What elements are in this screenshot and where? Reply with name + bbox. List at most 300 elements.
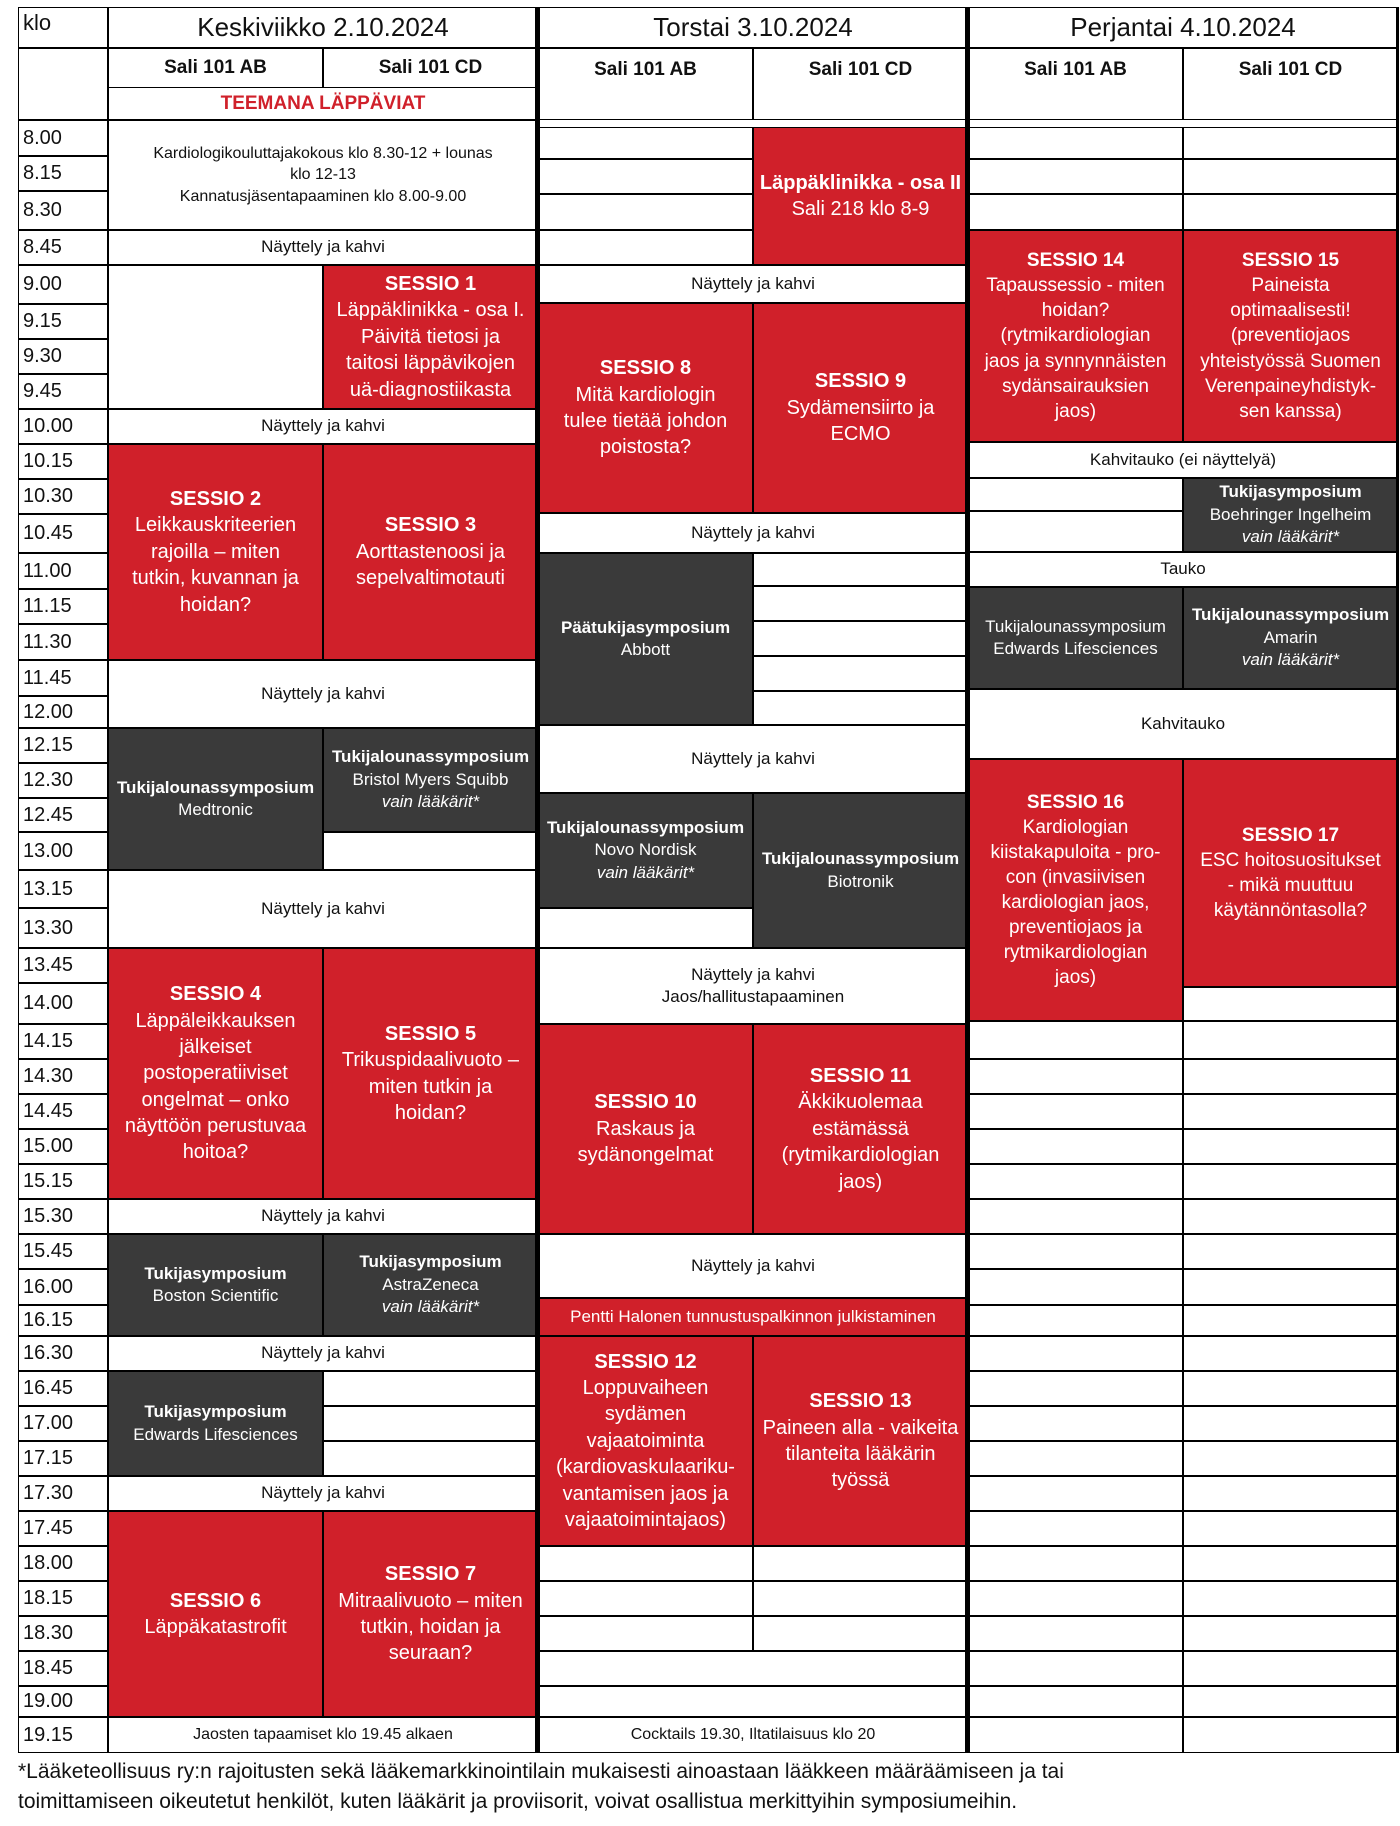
time-slot: 9.00 [18,265,108,304]
fri-empty-1 [968,478,1183,511]
symposium-title: Tukijalounassymposium [1191,605,1390,625]
wed-break-1 [108,230,538,265]
session-text: tilanteita lääkärin [785,1443,936,1465]
time-slot: 17.30 [18,1476,108,1511]
room-thu-ab [538,48,753,120]
header-spacer [18,48,108,120]
symposium-title: Tukijalounassymposium [331,747,530,767]
empty-slot [968,1059,1183,1094]
time-slot: 10.15 [18,444,108,479]
time-slot: 17.00 [18,1406,108,1441]
wed-symposium-boston[interactable] [108,1234,323,1336]
session-text: jaos) [1054,967,1097,989]
session-text: rajoilla – miten [151,540,280,563]
session-title: SESSIO 14 [1026,250,1125,272]
thu-session-10[interactable] [538,1024,753,1234]
divider-thu-fri [965,7,970,1753]
wed-session-6[interactable] [108,1511,323,1717]
session-title: SESSIO 5 [384,1022,477,1045]
fri-empty-3 [1183,987,1398,1021]
empty-slot [1183,1651,1398,1686]
session-text: uä-diagnostiikasta [349,378,512,401]
day-header-wednesday [108,7,538,48]
break-label: Näyttely ja kahvi [261,898,385,918]
thu-symposium-abbott[interactable] [538,553,753,725]
symposium-note: vain lääkärit* [1241,650,1340,670]
session-text: sepelvaltimotauti [356,567,505,590]
break-label: Tauko [1160,559,1206,579]
room-fri-ab [968,48,1183,120]
break-label: Näyttely ja kahvi [261,1483,385,1503]
room-wed-ab [108,48,323,88]
empty-slot [538,1686,968,1717]
session-text: miten tutkin ja [368,1075,493,1098]
day-header-thursday [538,7,968,48]
session-text: hoidan? [179,593,252,616]
session-text: vajaatoimintajaos) [564,1508,727,1531]
time-slot: 11.00 [18,553,108,589]
thu-session-11[interactable] [753,1024,968,1234]
break-label: Näyttely ja kahvi [691,522,815,542]
symposium-title: Tukijalounassymposium [116,777,315,797]
empty-slot [538,1546,753,1581]
empty-slot [1183,127,1398,159]
empty-slot [968,159,1183,194]
fri-session-16[interactable] [968,759,1183,1021]
time-slot: 14.15 [18,1024,108,1059]
break-label: Näyttely ja kahvi [261,683,385,703]
empty-slot [968,1129,1183,1164]
empty-slot [968,1476,1183,1511]
session-text: ECMO [830,423,891,446]
session-title: SESSIO 17 [1241,824,1340,846]
thu-empty-4 [538,230,753,265]
time-slot: 15.15 [18,1164,108,1199]
wed-session-4[interactable] [108,948,323,1199]
session-text: Läppäkatastrofit [144,1616,287,1638]
wed-symposium-bms[interactable] [323,728,538,832]
session-text: kardiologian jaos, [1001,892,1150,913]
room-wed-cd [323,48,538,88]
day-title: Torstai 3.10.2024 [653,12,853,43]
session-title: Läppäklinikka - osa II [759,171,962,194]
session-text: Äkkikuolemaa [798,1091,923,1114]
session-title: SESSIO 13 [809,1390,912,1413]
time-slot: 8.00 [18,120,108,156]
session-text: Kardiologian [1022,816,1129,838]
time-slot: 12.30 [18,763,108,798]
empty-slot [1183,1546,1398,1581]
session-title: SESSIO 2 [169,488,262,511]
wed-symposium-astrazeneca[interactable] [323,1234,538,1336]
session-text: poistosta? [599,436,692,459]
thu-empty-8 [753,656,968,691]
time-slot: 19.15 [18,1717,108,1753]
time-slot: 17.15 [18,1441,108,1476]
time-slot: 11.45 [18,660,108,696]
empty-slot [968,1164,1183,1199]
empty-slot [968,1581,1183,1616]
break-label: Näyttely ja kahvi [691,273,815,293]
empty-slot [968,1269,1183,1305]
empty-slot [538,1616,753,1651]
symposium-sponsor: Abbott [620,640,671,659]
time-slot: 16.15 [18,1305,108,1336]
empty-slot [538,1651,968,1686]
empty-slot [1183,1164,1398,1199]
empty-slot [1183,1059,1398,1094]
fri-symposium-edwards[interactable] [968,587,1183,689]
wed-break-6 [108,1336,538,1371]
empty-slot [968,1094,1183,1129]
session-text: sydänsairauksien [1002,375,1149,397]
time-slot: 14.30 [18,1059,108,1094]
empty-slot [968,1234,1183,1269]
symposium-note: vain lääkärit* [1241,527,1340,547]
time-slot: 17.45 [18,1511,108,1546]
session-text: sydämen [604,1403,687,1426]
empty-slot [538,1581,753,1616]
break-label: Kahvitauko (ei näyttelyä) [1089,449,1277,469]
fri-session-14[interactable] [968,230,1183,442]
theme-wed [108,88,538,120]
break-label: Jaos/hallitustapaaminen [661,987,845,1006]
empty-slot [1183,1616,1398,1651]
fri-symposium-amarin[interactable] [1183,587,1398,689]
wed-symposium-medtronic[interactable] [108,728,323,870]
klo-label: klo [23,10,52,35]
session-text: hoidan? [394,1101,467,1124]
empty-slot [968,1406,1183,1441]
room-label: Sali 101 AB [1024,59,1127,80]
symposium-note: vain lääkärit* [381,1297,480,1317]
thu-break-4 [538,948,968,1024]
time-slot: 15.45 [18,1234,108,1269]
symposium-title: Tukijalounassymposium [546,817,745,837]
break-label: Näyttely ja kahvi [691,1255,815,1275]
symposium-sponsor: Biotronik [827,871,894,891]
empty-slot [1183,194,1398,230]
footnote [18,1757,1388,1818]
empty-slot [968,1021,1183,1059]
empty-slot [968,127,1183,159]
thu-empty-6 [753,586,968,621]
empty-slot [1183,159,1398,194]
empty-slot [968,1651,1183,1686]
session-text: vantamisen jaos ja [562,1482,729,1505]
session-text: tulee tietää johdon [563,410,728,432]
break-label: Kahvitauko [1140,713,1226,733]
wed-symposium-edwards[interactable] [108,1371,323,1476]
klo-header [18,7,108,48]
session-text: käytännöntasolla? [1213,900,1368,922]
time-slot: 12.00 [18,696,108,728]
empty-slot [1183,1336,1398,1371]
time-slot: 18.45 [18,1651,108,1686]
break-label: Näyttely ja kahvi [691,964,815,984]
session-title: SESSIO 3 [384,514,477,537]
award-label: Pentti Halonen tunnustuspalkinnon julkistaminen [570,1306,936,1326]
time-slot: 10.30 [18,479,108,514]
empty-slot [968,1199,1183,1234]
wed-session-7[interactable] [323,1511,538,1717]
outer-right-border [1396,7,1399,1753]
session-text: sen kanssa) [1239,400,1342,422]
session-text: jälkeiset [179,1035,252,1058]
time-slot: 12.15 [18,728,108,763]
empty-slot [753,1581,968,1616]
session-text: postoperatiiviset [143,1062,288,1085]
session-text: tutkin, hoidan ja [360,1616,501,1638]
thu-empty-10 [538,908,753,948]
thu-symposium-novo[interactable] [538,793,753,908]
wed-empty-3 [323,1371,538,1406]
thu-session-12[interactable] [538,1336,753,1546]
empty-slot [1183,1406,1398,1441]
time-slot: 12.45 [18,798,108,832]
wed-end [108,1717,538,1753]
time-slot: 8.45 [18,230,108,265]
wed-empty-4 [323,1406,538,1441]
wed-intro [108,120,538,230]
session-title: SESSIO 9 [814,370,907,393]
session-text: työssä [831,1469,890,1492]
session-text: Trikuspidaalivuoto – [341,1049,520,1072]
session-title: SESSIO 8 [599,357,692,380]
empty-slot [1183,1717,1398,1753]
break-label: Näyttely ja kahvi [261,416,385,436]
wed-empty [108,265,323,409]
empty-slot [968,1686,1183,1717]
time-slot: 9.45 [18,374,108,409]
empty-slot [968,1441,1183,1476]
thu-empty-7 [753,621,968,656]
empty-slot [1183,1021,1398,1059]
theme-label: TEEMANA LÄPPÄVIAT [220,92,426,114]
session-title: SESSIO 12 [594,1350,697,1373]
fri-session-17[interactable] [1183,759,1398,987]
symposium-sponsor: Boehringer Ingelheim [1209,504,1372,524]
room-label: Sali 101 AB [594,59,697,80]
empty-slot [1183,1094,1398,1129]
time-slot: 10.00 [18,409,108,444]
intro-line: klo 12-13 [290,166,356,184]
empty-slot [753,1616,968,1651]
time-slot: 8.30 [18,191,108,230]
empty-slot [1183,1686,1398,1717]
thu-empty-3 [538,194,753,230]
symposium-sponsor: Novo Nordisk [594,840,697,860]
session-text: ESC hoitosuositukset [1200,849,1381,871]
room-label: Sali 101 CD [378,57,483,79]
session-text: jaos) [1054,400,1097,422]
empty-slot [968,194,1183,230]
time-slot: 13.30 [18,908,108,948]
session-text: yhteistyössä Suomen [1200,350,1381,372]
empty-slot [1183,1511,1398,1546]
day-title: Perjantai 4.10.2024 [1070,12,1296,43]
wed-break-3 [108,660,538,728]
session-text: sydänongelmat [577,1144,714,1167]
wed-empty-5 [323,1441,538,1476]
thu-empty-2 [538,159,753,194]
wed-session-2[interactable] [108,444,323,660]
room-label: Sali 101 AB [164,57,267,79]
time-slot: 11.15 [18,589,108,624]
session-title: SESSIO 16 [1026,791,1125,813]
time-slot: 18.15 [18,1581,108,1616]
day-title: Keskiviikko 2.10.2024 [197,12,449,43]
empty-slot [1183,1129,1398,1164]
session-text: Päivitä tietosi ja [361,325,500,348]
time-slot: 13.15 [18,870,108,908]
session-text: jaos ja synnynnäisten [984,350,1167,372]
symposium-title: Tukijasymposium [1219,482,1362,502]
session-text: rytmikardiologian [1003,942,1148,964]
empty-slot [1183,1371,1398,1406]
session-text: seuraan? [388,1642,473,1665]
time-slot: 14.00 [18,983,108,1024]
session-text: optimaalisesti! [1230,300,1351,322]
empty-slot [1183,1269,1398,1305]
time-slot: 16.30 [18,1336,108,1371]
session-text: Läppäklinikka - osa I. [336,299,525,322]
fri-symposium-boehringer[interactable] [1183,478,1398,552]
wed-session-5[interactable] [323,948,538,1199]
time-slot: 9.30 [18,339,108,374]
thu-break-3 [538,725,968,793]
session-text: taitosi läppävikojen [346,352,515,375]
session-title: SESSIO 7 [384,1563,477,1586]
session-title: SESSIO 10 [594,1091,697,1114]
empty-slot [1183,1476,1398,1511]
end-label: Cocktails 19.30, Iltatilaisuus klo 20 [630,1726,876,1744]
session-text: Paineen alla - vaikeita [762,1416,959,1439]
session-text: hoidan? [1041,300,1110,322]
session-text: Mitä kardiologin [575,383,716,406]
session-text: preventiojaos ja [1008,917,1143,939]
session-title: SESSIO 4 [169,983,262,1006]
time-slot: 10.45 [18,514,108,553]
thu-session-13[interactable] [753,1336,968,1546]
time-slot: 18.00 [18,1546,108,1581]
symposium-sponsor: Edwards Lifesciences [993,639,1158,658]
break-label: Näyttely ja kahvi [691,748,815,768]
symposium-sponsor: AstraZeneca [382,1274,479,1294]
footnote-line: *Lääketeollisuus ry:n rajoitusten sekä lääkemarkkinointilain mukaisesti ainoastaan lääkkeen määräämiseen ja tai [18,1760,1064,1783]
session-text: Raskaus ja [596,1117,695,1140]
session-text: Läppäleikkauksen [135,1009,296,1032]
session-text: estämässä [812,1117,909,1140]
session-text: (rytmikardiologian [781,1144,940,1167]
wed-session-3[interactable] [323,444,538,660]
session-text: Mitraalivuoto – miten [338,1589,523,1612]
time-slot: 13.00 [18,832,108,870]
symposium-title: Tukijalounassymposium [761,849,960,869]
empty-slot [1183,1305,1398,1336]
intro-line: Kardiologikouluttajakokous klo 8.30-12 + lounas [153,145,493,163]
fri-session-15[interactable] [1183,230,1398,442]
symposium-sponsor: Bristol Myers Squibb [352,769,509,789]
wed-break-5 [108,1199,538,1234]
thu-empty-1 [538,127,753,159]
room-thu-cd [753,48,968,120]
symposium-sponsor: Boston Scientific [152,1286,279,1305]
time-slot: 13.45 [18,948,108,983]
thu-session-9[interactable] [753,303,968,513]
fri-empty-2 [968,511,1183,552]
fri-coffee-2 [968,689,1398,759]
session-title: SESSIO 6 [169,1589,262,1612]
thu-award[interactable] [538,1298,968,1336]
empty-slot [1183,1441,1398,1476]
session-text: - mikä muuttuu [1227,875,1354,896]
wed-empty-2 [323,832,538,870]
thu-lappaklinikka-2[interactable] [753,127,968,265]
empty-slot [968,1546,1183,1581]
session-text: vajaatoiminta [586,1429,705,1452]
thu-break-5 [538,1234,968,1298]
symposium-title: Tukijalounassymposium [985,616,1166,636]
empty-slot [1183,1199,1398,1234]
empty-slot [968,1336,1183,1371]
symposium-title: Päätukijasymposium [560,617,731,637]
session-text: ongelmat – onko [141,1088,290,1111]
session-text: näyttöön perustuvaa [124,1115,307,1138]
symposium-sponsor: Edwards Lifesciences [133,1424,298,1444]
session-text: hoitoa? [182,1141,249,1164]
footnote-line: toimittamiseen oikeutetut henkilöt, kuten lääkärit ja proviisorit, voivat osallistua merkittyihin symposiumeihin. [18,1790,1018,1814]
thu-empty-9 [753,691,968,725]
time-slot: 9.15 [18,304,108,339]
thu-symposium-biotronik[interactable] [753,793,968,948]
break-label: Näyttely ja kahvi [261,1206,385,1226]
divider-wed-thu [535,7,540,1753]
intro-line: Kannatusjäsentapaaminen klo 8.00-9.00 [179,187,467,205]
wed-break-7 [108,1476,538,1511]
wed-break-4 [108,870,538,948]
room-fri-cd [1183,48,1398,120]
session-text: Sali 218 klo 8-9 [791,198,930,220]
session-title: SESSIO 15 [1241,250,1340,272]
symposium-title: Tukijasymposium [359,1252,502,1272]
session-text: con (invasiivisen [1005,866,1146,888]
thu-end [538,1717,968,1753]
wed-break-2 [108,409,538,444]
symposium-title: Tukijasymposium [144,1263,287,1283]
session-text: (kardiovaskulaariku- [556,1456,735,1479]
time-slot: 16.45 [18,1371,108,1406]
session-text: Aorttastenoosi ja [356,540,505,563]
session-text: jaos) [838,1170,883,1193]
break-label: Näyttely ja kahvi [261,237,385,257]
session-text: (preventiojaos [1230,325,1351,347]
wed-session-1[interactable] [323,265,538,409]
session-text: Loppuvaiheen [582,1377,709,1400]
thu-empty-5 [753,553,968,586]
session-text: tutkin, kuvannan ja [132,567,299,590]
thu-break-1 [538,265,968,303]
session-text: Verenpaineyhdistyk- [1204,375,1377,397]
session-text: kiistakapuloita - pro- [990,841,1161,863]
empty-slot [968,1305,1183,1336]
thu-break-2 [538,513,968,553]
empty-slot [968,1511,1183,1546]
time-slot: 19.00 [18,1686,108,1717]
symposium-title: Tukijasymposium [144,1402,287,1422]
time-slot: 15.30 [18,1199,108,1234]
thu-session-8[interactable] [538,303,753,513]
